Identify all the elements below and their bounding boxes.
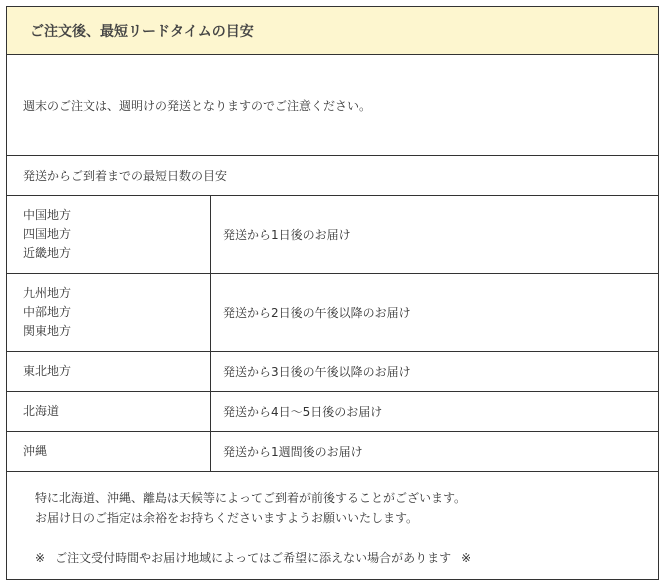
caveat-text: ご注文受付時間やお届け地域によってはご希望に添えない場合があります	[55, 551, 452, 565]
note-mark: ※	[461, 551, 472, 565]
delivery-time-cell: 発送から1週間後のお届け	[223, 445, 363, 459]
region-name: 中国地方	[23, 208, 72, 222]
table-row	[7, 392, 658, 432]
table-row	[7, 352, 658, 392]
region-cell	[7, 196, 211, 273]
region-name: 関東地方	[23, 324, 72, 338]
footer-caveat	[35, 548, 658, 568]
delivery-time-cell: 発送から3日後の午後以降のお届け	[223, 365, 411, 379]
region-name: 中部地方	[23, 305, 72, 319]
footer-line: 特に北海道、沖縄、離島は天候等によってご到着が前後することがございます。	[35, 491, 467, 505]
table-row	[7, 274, 658, 352]
lead-time-panel	[6, 6, 659, 580]
region-cell	[7, 432, 211, 471]
weekend-notice: 週末のご注文は、週明けの発送となりますのでご注意ください。	[7, 55, 658, 156]
region-name: 北海道	[23, 404, 60, 418]
footer-line: お届け日のご指定は余裕をお持ちくださいますようお願いいたします。	[35, 511, 419, 525]
table-row	[7, 432, 658, 472]
region-cell	[7, 352, 211, 391]
footer-notes	[7, 472, 658, 568]
delivery-time-cell: 発送から4日～5日後のお届け	[223, 405, 383, 419]
region-name: 九州地方	[23, 286, 72, 300]
delivery-time-cell: 発送から2日後の午後以降のお届け	[223, 306, 411, 320]
table-heading: 発送からご到着までの最短日数の目安	[7, 156, 658, 196]
region-cell	[7, 392, 211, 431]
table-row	[7, 196, 658, 274]
delivery-time-cell: 発送から1日後のお届け	[223, 228, 351, 242]
region-cell	[7, 274, 211, 351]
panel-title: ご注文後、最短リードタイムの目安	[7, 7, 658, 55]
region-name: 東北地方	[23, 364, 72, 378]
region-name: 四国地方	[23, 227, 72, 241]
region-name: 近畿地方	[23, 246, 72, 260]
region-name: 沖縄	[23, 444, 48, 458]
note-mark: ※	[35, 551, 46, 565]
